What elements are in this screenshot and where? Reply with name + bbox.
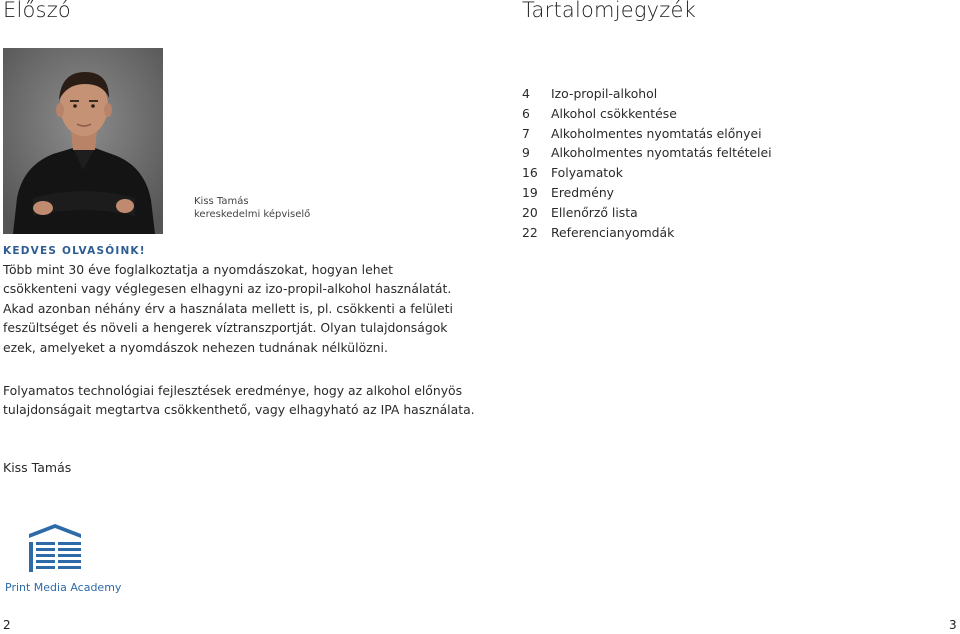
toc-item[interactable] [522,203,772,223]
toc-title: Referencianyomdák [551,224,675,240]
page-title-right: Tartalomjegyzék [522,0,696,22]
signature: Kiss Tamás [3,460,72,475]
toc-title: Alkohol csökkentése [551,105,677,121]
caption-role: kereskedelmi képviselő [194,209,311,220]
toc-page-number: 4 [522,86,530,101]
toc-page-number: 20 [522,204,538,220]
toc-page-number: 22 [522,224,538,240]
intro-paragraph: Több mint 30 éve foglalkoztatja a nyomdászokat, hogyan lehet csökkenteni vagy véglegesen elhagyni az izo-propil-alkohol használatát. Akad azonban néhány érv a használata mellett is, pl. csökkenti a felületi feszültséget és növeli a hengerek víztranszportját. Olyan tulajdonságok ezek, amelyeket a nyomdászok nehezen tudnának nélkülözni. [3,262,453,355]
toc-title: Alkoholmentes nyomtatás előnyei [551,125,762,141]
photo-caption [194,195,310,221]
toc-item[interactable] [522,163,772,183]
print-media-academy-logo [5,522,122,597]
toc-page-number: 7 [522,125,530,141]
toc-title: Ellenőrző lista [551,204,638,220]
page-number-left: 2 [3,618,11,632]
toc-page-number: 6 [522,105,530,121]
toc-item[interactable] [522,124,772,144]
toc-item[interactable] [522,223,772,243]
building-icon [27,522,85,574]
toc-page-number: 19 [522,184,538,200]
toc-title: Eredmény [551,184,615,200]
page-title-left: Előszó [3,0,71,22]
toc-page-number: 16 [522,165,538,181]
logo-text: Print Media Academy [5,581,122,594]
toc-item[interactable] [522,104,772,124]
toc-title: Izo-propil-alkohol [551,86,658,101]
portrait-photo [3,48,163,234]
toc-title: Alkoholmentes nyomtatás feltételei [551,145,772,161]
toc-item[interactable] [522,183,772,203]
toc-item[interactable] [522,84,772,104]
toc-page-number: 9 [522,145,530,161]
toc-title: Folyamatok [551,165,623,181]
second-paragraph: Folyamatos technológiai fejlesztések eredménye, hogy az alkohol előnyös tulajdonságait megtartva csökkenthető, vagy elhagyható az IPA használata. [3,383,475,418]
caption-name: Kiss Tamás [194,196,249,207]
table-of-contents [522,84,772,242]
toc-item[interactable] [522,143,772,163]
greeting-heading: KEDVES OLVASÓINK! [3,245,146,257]
page-number-right: 3 [949,618,957,632]
